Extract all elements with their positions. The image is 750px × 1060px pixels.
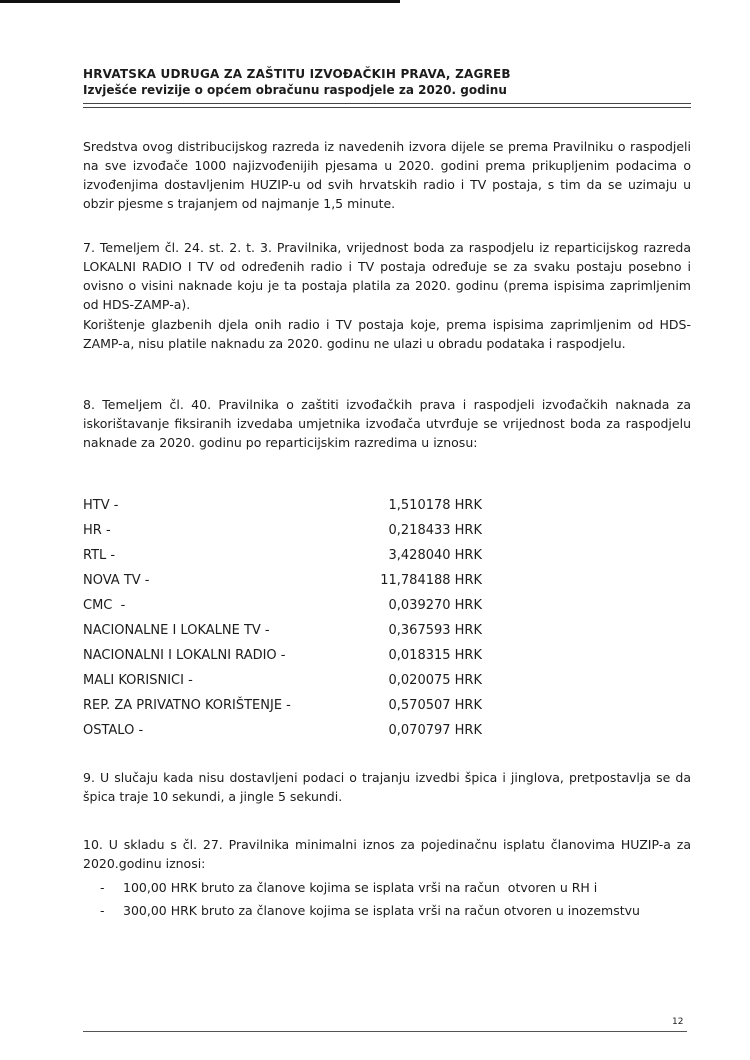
point-value: 1,510178 HRK [388,498,482,513]
paragraph-8: 8. Temeljem čl. 40. Pravilnika o zaštiti izvođačkih prava i raspodjeli izvođačkih naknada za iskorištavanje fiksiranih izvedaba umjetnika izvođača utvrđuje se vrijednost boda za raspodjelu naknade za 2020. godinu po reparticijskim razredima u iznosu: [83,397,691,450]
document-header [83,66,693,98]
list-item [83,593,503,618]
point-value: 0,020075 HRK [388,673,482,688]
point-value: 3,428040 HRK [388,548,482,563]
category-label: NOVA TV - [83,573,150,588]
top-edge-line [0,0,400,3]
category-label: REP. ZA PRIVATNO KORIŠTENJE - [83,698,291,713]
category-label: HTV - [83,498,119,513]
point-value: 0,570507 HRK [388,698,482,713]
category-label: MALI KORISNICI - [83,673,193,688]
list-item [83,543,503,568]
bullet-dash: - [100,880,105,895]
category-label: NACIONALNE I LOKALNE TV - [83,623,270,638]
category-label: OSTALO - [83,723,144,738]
category-label: RTL - [83,548,116,563]
list-item [83,693,503,718]
list-item [83,668,503,693]
paragraph-10: 10. U skladu s čl. 27. Pravilnika minimalni iznos za pojedinačnu isplatu članovima HUZIP-a za 2020.godinu iznosi: [83,837,691,871]
list-item [83,568,503,593]
list-item [83,718,503,743]
header-rule-top [83,103,691,104]
paragraph-9: 9. U slučaju kada nisu dostavljeni podaci o trajanju izvedbi špica i jinglova, pretpostavlja se da špica traje 10 sekundi, a jingle 5 sekundi. [83,770,691,804]
point-value: 0,218433 HRK [388,523,482,538]
list-item [83,518,503,543]
paragraph-7-continued: Korištenje glazbenih djela onih radio i TV postaja koje, prema ispisima zaprimljenim od HDS-ZAMP-a, nisu platile naknadu za 2020. godinu ne ulazi u obradu podataka i raspodjelu. [83,317,691,351]
category-label: NACIONALNI I LOKALNI RADIO - [83,648,286,663]
list-item [83,493,503,518]
header-rule-bottom [83,107,691,108]
category-label: CMC - [83,598,126,613]
point-value: 0,018315 HRK [388,648,482,663]
point-value: 0,367593 HRK [388,623,482,638]
category-label: HR - [83,523,111,538]
bullet-dash: - [100,903,105,918]
point-value: 0,039270 HRK [388,598,482,613]
paragraph-7: 7. Temeljem čl. 24. st. 2. t. 3. Pravilnika, vrijednost boda za raspodjelu iz reparticijskog razreda LOKALNI RADIO I TV od određenih radio i TV postaja određuje se za svaku postaju posebno i ovisno o visini naknade koju je ta postaja platila za 2020. godinu (prema ispisima zaprimljenim od HDS-ZAMP-a). [83,240,691,312]
point-value: 11,784188 HRK [380,573,482,588]
report-subtitle: Izvješće revizije o općem obračunu raspodjele za 2020. godinu [83,83,507,97]
page-number: 12 [672,1017,684,1027]
list-item [83,618,503,643]
paragraph-distribution: Sredstva ovog distribucijskog razreda iz navedenih izvora dijele se prema Pravilniku o raspodjeli na sve izvođače 1000 najizvođenijih pjesama u 2020. godini prema prikupljenim podacima o izvođenjima dostavljenim HUZIP-u od svih hrvatskih radio i TV postaja, s tim da se uzimaju u obzir pjesme s trajanjem od najmanje 1,5 minute. [83,139,691,211]
bullet-text: 300,00 HRK bruto za članove kojima se isplata vrši na račun otvoren u inozemstvu [123,903,640,918]
point-value: 0,070797 HRK [388,723,482,738]
list-item [83,643,503,668]
footer-rule [83,1031,687,1032]
organization-name: HRVATSKA UDRUGA ZA ZAŠTITU IZVOĐAČKIH PRAVA, ZAGREB [83,67,511,81]
bullet-text: 100,00 HRK bruto za članove kojima se isplata vrši na račun otvoren u RH i [123,880,598,895]
